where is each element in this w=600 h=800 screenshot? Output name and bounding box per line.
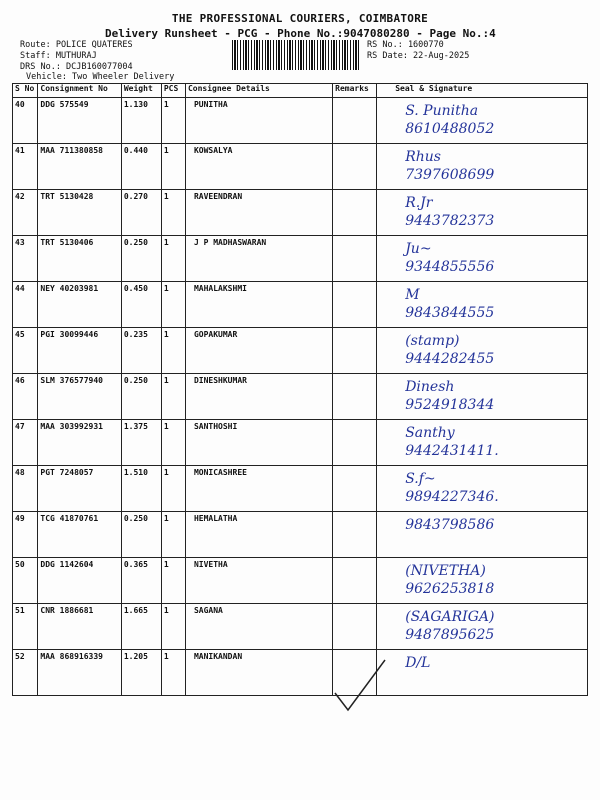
cell-wt: 0.250 xyxy=(121,236,161,282)
cell-pcs: 1 xyxy=(161,282,185,328)
col-weight: Weight xyxy=(121,84,161,98)
cell-pcs: 1 xyxy=(161,650,185,696)
handwritten-sig2: 9444282455 xyxy=(405,351,495,367)
table-row xyxy=(13,650,588,696)
cell-signature xyxy=(377,190,588,236)
cell-pcs: 1 xyxy=(161,374,185,420)
cell-remarks xyxy=(333,98,377,144)
cell-sno: 47 xyxy=(13,420,38,466)
cell-signature xyxy=(377,282,588,328)
handwritten-sig1: S.f~ xyxy=(405,471,436,487)
cell-signature xyxy=(377,236,588,282)
table-row xyxy=(13,604,588,650)
col-consignee: Consignee Details xyxy=(185,84,332,98)
cell-sno: 40 xyxy=(13,98,38,144)
cell-name: RAVEENDRAN xyxy=(185,190,332,236)
cell-sno: 51 xyxy=(13,604,38,650)
cell-wt: 0.365 xyxy=(121,558,161,604)
cell-sno: 44 xyxy=(13,282,38,328)
col-seal-signature: Seal & Signature xyxy=(377,84,588,98)
cell-wt: 0.235 xyxy=(121,328,161,374)
cell-remarks xyxy=(333,144,377,190)
cell-wt: 1.375 xyxy=(121,420,161,466)
cell-pcs: 1 xyxy=(161,98,185,144)
handwritten-sig2: 9443782373 xyxy=(405,213,495,229)
col-remarks: Remarks xyxy=(333,84,377,98)
table-row xyxy=(13,466,588,512)
cell-cons: MAA 303992931 xyxy=(38,420,121,466)
cell-pcs: 1 xyxy=(161,604,185,650)
table-row xyxy=(13,282,588,328)
cell-name: SAGANA xyxy=(185,604,332,650)
cell-remarks xyxy=(333,374,377,420)
table-row xyxy=(13,420,588,466)
cell-wt: 0.450 xyxy=(121,282,161,328)
cell-pcs: 1 xyxy=(161,558,185,604)
cell-pcs: 1 xyxy=(161,236,185,282)
cell-name: PUNITHA xyxy=(185,98,332,144)
handwritten-sig1: (NIVETHA) xyxy=(405,563,486,579)
cell-cons: TRT 5130406 xyxy=(38,236,121,282)
cell-remarks xyxy=(333,466,377,512)
cell-name: GOPAKUMAR xyxy=(185,328,332,374)
runsheet-table xyxy=(12,83,588,696)
cell-name: DINESHKUMAR xyxy=(185,374,332,420)
handwritten-sig2: 9344855556 xyxy=(405,259,495,275)
cell-name: NIVETHA xyxy=(185,558,332,604)
cell-pcs: 1 xyxy=(161,144,185,190)
cell-sno: 49 xyxy=(13,512,38,558)
barcode xyxy=(232,40,360,70)
cell-remarks xyxy=(333,282,377,328)
cell-signature xyxy=(377,604,588,650)
staff-label: Staff: MUTHURAJ xyxy=(20,51,97,61)
cell-wt: 1.665 xyxy=(121,604,161,650)
cell-pcs: 1 xyxy=(161,190,185,236)
cell-sno: 41 xyxy=(13,144,38,190)
cell-sno: 46 xyxy=(13,374,38,420)
col-consignment: Consignment No xyxy=(38,84,121,98)
cell-sno: 43 xyxy=(13,236,38,282)
handwritten-sig2: 9843798586 xyxy=(405,517,495,533)
handwritten-sig2: 7397608699 xyxy=(405,167,495,183)
cell-sno: 45 xyxy=(13,328,38,374)
table-row xyxy=(13,374,588,420)
cell-cons: MAA 868916339 xyxy=(38,650,121,696)
drs-label: DRS No.: DCJB160077004 xyxy=(20,62,133,72)
cell-signature xyxy=(377,466,588,512)
cell-pcs: 1 xyxy=(161,328,185,374)
rs-number: RS No.: 1600770 xyxy=(367,40,444,50)
handwritten-sig1: Santhy xyxy=(405,425,455,441)
table-row xyxy=(13,98,588,144)
handwritten-sig2: 9524918344 xyxy=(405,397,495,413)
handwritten-sig2: 9626253818 xyxy=(405,581,495,597)
cell-signature xyxy=(377,98,588,144)
cell-wt: 1.510 xyxy=(121,466,161,512)
cell-name: MAHALAKSHMI xyxy=(185,282,332,328)
cell-pcs: 1 xyxy=(161,512,185,558)
table-row xyxy=(13,558,588,604)
handwritten-sig1: (SAGARIGA) xyxy=(405,609,495,625)
col-sno: S No xyxy=(13,84,38,98)
cell-cons: TRT 5130428 xyxy=(38,190,121,236)
cell-name: MANIKANDAN xyxy=(185,650,332,696)
handwritten-sig2: 9843844555 xyxy=(405,305,495,321)
cell-name: SANTHOSHI xyxy=(185,420,332,466)
cell-sno: 42 xyxy=(13,190,38,236)
handwritten-sig1: R.Jr xyxy=(405,195,433,211)
cell-wt: 1.205 xyxy=(121,650,161,696)
cell-signature xyxy=(377,328,588,374)
cell-remarks xyxy=(333,558,377,604)
cell-remarks xyxy=(333,512,377,558)
cell-pcs: 1 xyxy=(161,420,185,466)
table-row xyxy=(13,328,588,374)
cell-wt: 0.250 xyxy=(121,374,161,420)
cell-signature xyxy=(377,420,588,466)
handwritten-sig1: (stamp) xyxy=(405,333,460,349)
cell-name: MONICASHREE xyxy=(185,466,332,512)
cell-remarks xyxy=(333,328,377,374)
cell-remarks xyxy=(333,604,377,650)
cell-wt: 0.270 xyxy=(121,190,161,236)
handwritten-sig1: D/L xyxy=(405,655,431,671)
cell-cons: SLM 376577940 xyxy=(38,374,121,420)
handwritten-sig2: 9487895625 xyxy=(405,627,495,643)
cell-signature xyxy=(377,650,588,696)
route-label: Route: POLICE QUATERES xyxy=(20,40,133,50)
cell-signature xyxy=(377,512,588,558)
cell-sno: 52 xyxy=(13,650,38,696)
cell-cons: DDG 575549 xyxy=(38,98,121,144)
handwritten-sig2: 8610488052 xyxy=(405,121,495,137)
cell-sno: 48 xyxy=(13,466,38,512)
cell-cons: MAA 711380858 xyxy=(38,144,121,190)
cell-signature xyxy=(377,144,588,190)
handwritten-sig1: Rhus xyxy=(405,149,441,165)
cell-signature xyxy=(377,374,588,420)
cell-name: HEMALATHA xyxy=(185,512,332,558)
cell-sno: 50 xyxy=(13,558,38,604)
cell-cons: PGT 7248057 xyxy=(38,466,121,512)
cell-name: KOWSALYA xyxy=(185,144,332,190)
table-row xyxy=(13,144,588,190)
cell-remarks xyxy=(333,190,377,236)
cell-pcs: 1 xyxy=(161,466,185,512)
cell-cons: NEY 40203981 xyxy=(38,282,121,328)
cell-cons: TCG 41870761 xyxy=(38,512,121,558)
table-header-row xyxy=(13,84,588,98)
cell-cons: CNR 1886681 xyxy=(38,604,121,650)
rs-date: RS Date: 22-Aug-2025 xyxy=(367,51,470,61)
cell-wt: 0.250 xyxy=(121,512,161,558)
tick-mark-icon xyxy=(330,655,390,725)
table-row xyxy=(13,190,588,236)
handwritten-sig1: S. Punitha xyxy=(405,103,479,119)
handwritten-sig1: Ju~ xyxy=(405,241,432,257)
company-title: THE PROFESSIONAL COURIERS, COIMBATORE xyxy=(171,12,429,25)
cell-cons: DDG 1142604 xyxy=(38,558,121,604)
handwritten-sig1: M xyxy=(405,287,420,303)
handwritten-sig2: 9442431411. xyxy=(405,443,499,459)
cell-wt: 0.440 xyxy=(121,144,161,190)
cell-wt: 1.130 xyxy=(121,98,161,144)
vehicle-label: Vehicle: Two Wheeler Delivery xyxy=(26,72,175,82)
table-row xyxy=(13,236,588,282)
cell-remarks xyxy=(333,420,377,466)
cell-cons: PGI 30099446 xyxy=(38,328,121,374)
table-row xyxy=(13,512,588,558)
handwritten-sig1: Dinesh xyxy=(405,379,455,395)
cell-remarks xyxy=(333,236,377,282)
cell-name: J P MADHASWARAN xyxy=(185,236,332,282)
runsheet-subtitle: Delivery Runsheet - PCG - Phone No.:9047080280 - Page No.:4 xyxy=(105,27,496,40)
col-pcs: PCS xyxy=(161,84,185,98)
handwritten-sig2: 9894227346. xyxy=(405,489,499,505)
cell-signature xyxy=(377,558,588,604)
